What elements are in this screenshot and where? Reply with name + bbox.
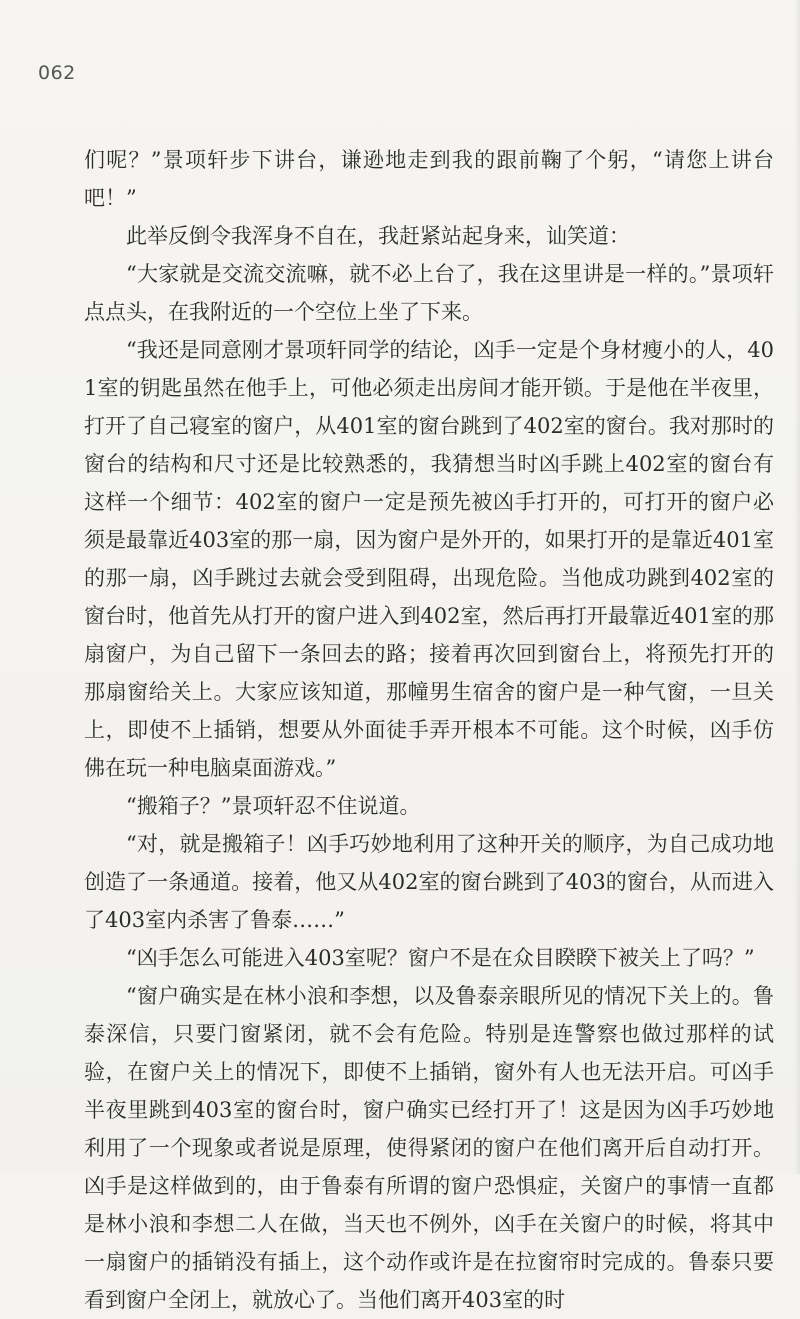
paragraph: “搬箱子？”景项轩忍不住说道。 <box>126 794 421 818</box>
paragraph: “我还是同意刚才景项轩同学的结论，凶手一定是个身材瘦小的人，401室的钥匙虽然在他手上，可他必须走出房间才能开锁。于是他在半夜里，打开了自己寝室的窗户，从401室的窗台跳到了402室的窗台。我对那时的窗台的结构和尺寸还是比较熟悉的，我猜想当时凶手跳上402室的窗台有这样一个细节：402室的窗户一定是预先被凶手打开的，可打开的窗户必须是最靠近403室的那一扇，因为窗户是外开的，如果打开的是靠近401室的那一扇，凶手跳过去就会受到阻碍，出现危险。当他成功跳到402室的窗台时，他首先从打开的窗户进入到402室，然后再打开最靠近401室的那扇窗户，为自己留下一条回去的路；接着再次回到窗台上，将预先打开的那扇窗给关上。大家应该知道，那幢男生宿舍的窗户是一种气窗，一旦关上，即使不上插销，想要从外面徒手弄开根本不可能。这个时候，凶手仿佛在玩一种电脑桌面游戏。” <box>84 338 774 780</box>
paragraph: “凶手怎么可能进入403室呢？窗户不是在众目睽睽下被关上了吗？” <box>126 946 755 970</box>
paragraph: 此举反倒令我浑身不自在，我赶紧站起身来，讪笑道： <box>126 224 630 248</box>
page-edge-shadow <box>794 0 800 1174</box>
paragraph: “窗户确实是在林小浪和李想，以及鲁泰亲眼所见的情况下关上的。鲁泰深信，只要门窗紧闭，就不会有危险。特别是连警察也做过那样的试验，在窗户关上的情况下，即使不上插销，窗外有人也无法开启。可凶手半夜里跳到403室的窗台时，窗户确实已经打开了！这是因为凶手巧妙地利用了一个现象或者说是原理，使得紧闭的窗户在他们离开后自动打开。凶手是这样做到的，由于鲁泰有所谓的窗户恐惧症，关窗户的事情一直都是林小浪和李想二人在做，当天也不例外，凶手在关窗户的时候，将其中一扇窗户的插销没有插上，这个动作或许是在拉窗帘时完成的。鲁泰只要看到窗户全闭上，就放心了。当他们离开403室的时 <box>84 984 774 1312</box>
paragraph: “大家就是交流交流嘛，就不必上台了，我在这里讲是一样的。”景项轩点点头，在我附近的一个空位上坐了下来。 <box>84 262 774 324</box>
paragraph: “对，就是搬箱子！凶手巧妙地利用了这种开关的顺序，为自己成功地创造了一条通道。接着，他又从402室的窗台跳到了403的窗台，从而进入了403室内杀害了鲁泰……” <box>84 832 774 932</box>
body-text <box>84 141 774 1319</box>
page-number: 062 <box>38 62 76 84</box>
paragraph: 们呢？”景项轩步下讲台，谦逊地走到我的跟前鞠了个躬，“请您上讲台吧！” <box>84 148 774 210</box>
